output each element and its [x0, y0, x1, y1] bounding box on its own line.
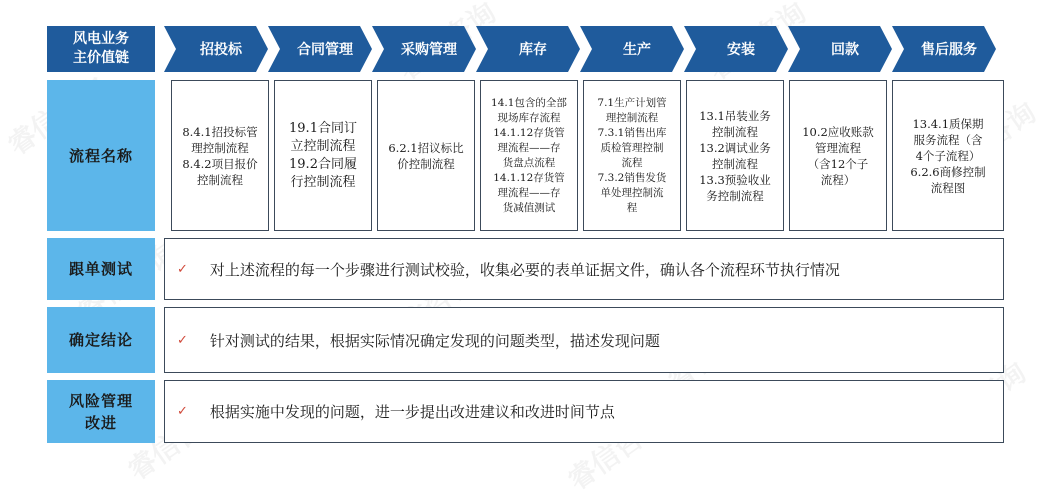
row-header-label: 改进 — [84, 413, 117, 432]
stage-label-after-sales: 售后服务 — [921, 42, 977, 58]
process-box-contract — [274, 80, 372, 231]
row-header-conclusion — [47, 307, 155, 373]
statement-text: 针对测试的结果，根据实际情况确定发现的问题类型，描述发现问题 — [209, 331, 660, 350]
statement-conclusion — [164, 307, 1004, 373]
process-text: 8.4.1招投标管 理控制流程 8.4.2项目报价 控制流程 — [182, 124, 258, 187]
value-chain-header-line1: 风电业务 — [73, 31, 129, 47]
process-box-after-sales — [892, 80, 1004, 231]
process-text: 19.1合同订 立控制流程 19.2合同履 行控制流程 — [289, 120, 357, 190]
value-chain-header — [47, 26, 155, 72]
statement-text: 对上述流程的每一个步骤进行测试校验，收集必要的表单证据文件，确认各个流程环节执行情况 — [209, 260, 840, 279]
process-text: 7.1生产计划管 理控制流程 7.3.1销售出库 质检管理控制 流程 7.3.2销售发货 单处理控制流 程 — [597, 96, 667, 214]
row-header-process-name — [47, 80, 155, 231]
stage-label-production: 生产 — [623, 42, 651, 58]
process-box-bidding — [171, 80, 269, 231]
statement-risk-improvement — [164, 380, 1004, 443]
value-chain-header-line2: 主价值链 — [73, 50, 129, 66]
row-header-label: 流程名称 — [68, 146, 133, 165]
check-icon: ✓ — [177, 404, 188, 419]
process-box-production — [583, 80, 681, 231]
stage-label-inventory: 库存 — [519, 42, 547, 58]
stage-label-collection: 回款 — [831, 42, 859, 58]
statement-text: 根据实施中发现的问题，进一步提出改进建议和改进时间节点 — [209, 403, 615, 421]
check-icon: ✓ — [177, 261, 188, 277]
stage-label-procurement: 采购管理 — [401, 42, 457, 58]
row-header-label: 确定结论 — [68, 331, 133, 349]
row-header-risk-improvement — [47, 380, 155, 443]
process-box-collection — [789, 80, 887, 231]
process-text: 14.1包含的全部 现场库存流程 14.1.12存货管 理流程——存 货盘点流程 14.1.12存货管 理流程——存 货减值测试 — [491, 96, 567, 214]
process-box-inventory — [480, 80, 578, 231]
row-header-label: 跟单测试 — [68, 260, 133, 278]
process-text: 10.2应收账款 管理流程 （含12个子 流程） — [802, 124, 874, 187]
process-text: 6.2.1招议标比 价控制流程 — [388, 140, 464, 171]
stage-label-bidding: 招投标 — [200, 42, 242, 58]
statement-follow-test — [164, 238, 1004, 300]
check-icon: ✓ — [177, 332, 188, 348]
row-header-follow-test — [47, 238, 155, 300]
stage-label-contract: 合同管理 — [297, 42, 353, 58]
row-header-label: 风险管理 — [68, 391, 133, 410]
stage-label-installation: 安装 — [727, 42, 755, 58]
process-box-installation — [686, 80, 784, 231]
process-text: 13.1吊装业务 控制流程 13.2调试业务 控制流程 13.3预验收业 务控制流程 — [699, 108, 771, 203]
process-box-procurement — [377, 80, 475, 231]
process-text: 13.4.1质保期 服务流程（含 4个子流程） 6.2.6商修控制 流程图 — [910, 116, 986, 195]
